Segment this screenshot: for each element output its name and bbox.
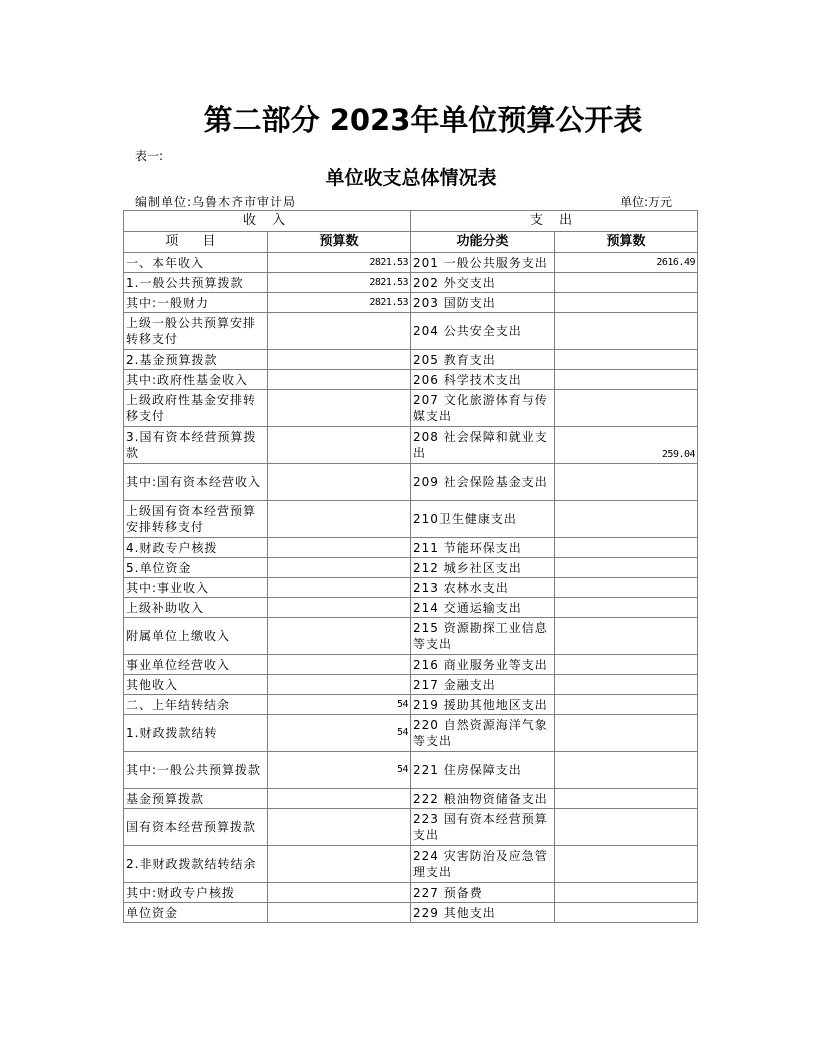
income-value-cell xyxy=(268,675,411,695)
expense-value-cell xyxy=(555,501,698,538)
expense-item-cell: 206 科学技术支出 xyxy=(411,370,555,390)
income-value-cell xyxy=(268,903,411,923)
table-row xyxy=(124,675,698,695)
expense-value-cell: 2616.49 xyxy=(555,253,698,273)
expense-item-cell: 216 商业服务业等支出 xyxy=(411,655,555,675)
expense-value-cell xyxy=(555,350,698,370)
income-item-cell: 一、本年收入 xyxy=(124,253,268,273)
expense-value-cell xyxy=(555,846,698,883)
expense-item-cell: 213 农林水支出 xyxy=(411,578,555,598)
income-item-cell: 1.一般公共预算拨款 xyxy=(124,273,268,293)
income-value-cell xyxy=(268,598,411,618)
expense-item-cell: 210卫生健康支出 xyxy=(411,501,555,538)
expense-value-cell xyxy=(555,464,698,501)
income-item-cell: 其中:政府性基金收入 xyxy=(124,370,268,390)
income-value-cell xyxy=(268,883,411,903)
income-item-cell: 其中:国有资本经营收入 xyxy=(124,464,268,501)
expense-item-cell: 224 灾害防治及应急管理支出 xyxy=(411,846,555,883)
table-row xyxy=(124,903,698,923)
expense-value-cell xyxy=(555,618,698,655)
table-row xyxy=(124,883,698,903)
table-row xyxy=(124,370,698,390)
income-value-cell xyxy=(268,464,411,501)
income-value-cell xyxy=(268,809,411,846)
expense-value-cell xyxy=(555,558,698,578)
income-value-cell xyxy=(268,655,411,675)
unit-label: 单位:万元 xyxy=(620,195,673,209)
income-value-cell xyxy=(268,501,411,538)
income-item-cell: 上级政府性基金安排转移支付 xyxy=(124,390,268,427)
table-row xyxy=(124,293,698,313)
page-title: 第二部分 2023年单位预算公开表 xyxy=(203,103,643,137)
expense-value-cell xyxy=(555,715,698,752)
expense-item-cell: 203 国防支出 xyxy=(411,293,555,313)
expense-item-cell: 222 粮油物资储备支出 xyxy=(411,789,555,809)
expense-value-cell xyxy=(555,675,698,695)
income-value-cell: 54 xyxy=(268,752,411,789)
table-row xyxy=(124,715,698,752)
income-value-cell xyxy=(268,578,411,598)
expense-item-cell: 229 其他支出 xyxy=(411,903,555,923)
income-value-cell xyxy=(268,313,411,350)
table-row xyxy=(124,427,698,464)
income-item-cell: 3.国有资本经营预算拨款 xyxy=(124,427,268,464)
table-row xyxy=(124,752,698,789)
income-item-cell: 事业单位经营收入 xyxy=(124,655,268,675)
income-item-cell: 1.财政拨款结转 xyxy=(124,715,268,752)
expense-item-cell: 201 一般公共服务支出 xyxy=(411,253,555,273)
expense-value-cell xyxy=(555,598,698,618)
expense-item-cell: 221 住房保障支出 xyxy=(411,752,555,789)
table-row xyxy=(124,538,698,558)
expense-value-cell xyxy=(555,313,698,350)
expense-item-cell: 220 自然资源海洋气象等支出 xyxy=(411,715,555,752)
header-row-sections xyxy=(124,211,698,232)
expense-item-cell: 215 资源勘探工业信息等支出 xyxy=(411,618,555,655)
income-value-cell: 2821.53 xyxy=(268,293,411,313)
income-budget-header: 预算数 xyxy=(268,232,411,253)
expense-item-cell: 223 国有资本经营预算支出 xyxy=(411,809,555,846)
income-item-cell: 4.财政专户核拨 xyxy=(124,538,268,558)
income-value-cell: 2821.53 xyxy=(268,253,411,273)
expense-value-cell xyxy=(555,789,698,809)
table-row xyxy=(124,253,698,273)
income-item-cell: 二、上年结转结余 xyxy=(124,695,268,715)
table-title: 单位收支总体情况表 xyxy=(325,167,497,189)
expense-item-cell: 212 城乡社区支出 xyxy=(411,558,555,578)
income-item-cell: 国有资本经营预算拨款 xyxy=(124,809,268,846)
expense-item-cell: 204 公共安全支出 xyxy=(411,313,555,350)
expense-value-cell xyxy=(555,273,698,293)
expense-value-cell xyxy=(555,695,698,715)
expense-item-cell: 207 文化旅游体育与传媒支出 xyxy=(411,390,555,427)
header-row-columns xyxy=(124,232,698,253)
table-row xyxy=(124,313,698,350)
expense-value-cell xyxy=(555,538,698,558)
income-item-cell: 2.基金预算拨款 xyxy=(124,350,268,370)
expense-value-cell xyxy=(555,293,698,313)
income-value-cell: 2821.53 xyxy=(268,273,411,293)
table-row xyxy=(124,695,698,715)
income-value-cell xyxy=(268,846,411,883)
income-item-cell: 基金预算拨款 xyxy=(124,789,268,809)
income-item-cell: 其中:一般公共预算拨款 xyxy=(124,752,268,789)
table-row xyxy=(124,578,698,598)
income-item-cell: 上级补助收入 xyxy=(124,598,268,618)
expense-value-cell xyxy=(555,903,698,923)
table-row xyxy=(124,464,698,501)
income-value-cell xyxy=(268,558,411,578)
expense-item-cell: 209 社会保险基金支出 xyxy=(411,464,555,501)
table-row xyxy=(124,501,698,538)
income-item-cell: 2.非财政拨款结转结余 xyxy=(124,846,268,883)
income-value-cell xyxy=(268,390,411,427)
expense-value-cell xyxy=(555,883,698,903)
income-value-cell: 54 xyxy=(268,715,411,752)
expense-value-cell xyxy=(555,370,698,390)
table-row xyxy=(124,273,698,293)
expense-value-cell xyxy=(555,390,698,427)
expense-value-cell: 259.04 xyxy=(555,427,698,464)
expense-value-cell xyxy=(555,809,698,846)
income-section-header: 收 入 xyxy=(124,211,411,232)
expense-item-cell: 202 外交支出 xyxy=(411,273,555,293)
expense-item-cell: 219 援助其他地区支出 xyxy=(411,695,555,715)
expense-item-cell: 205 教育支出 xyxy=(411,350,555,370)
income-item-cell: 其他收入 xyxy=(124,675,268,695)
table-number-label: 表一: xyxy=(135,149,164,163)
income-value-cell xyxy=(268,618,411,655)
income-item-header: 项 目 xyxy=(124,232,268,253)
income-value-cell xyxy=(268,789,411,809)
table-row xyxy=(124,350,698,370)
table-row xyxy=(124,809,698,846)
income-item-cell: 单位资金 xyxy=(124,903,268,923)
expense-item-cell: 214 交通运输支出 xyxy=(411,598,555,618)
income-value-cell: 54 xyxy=(268,695,411,715)
table-row xyxy=(124,846,698,883)
income-value-cell xyxy=(268,538,411,558)
function-class-header: 功能分类 xyxy=(411,232,555,253)
income-value-cell xyxy=(268,350,411,370)
table-row xyxy=(124,655,698,675)
expense-value-cell xyxy=(555,578,698,598)
budget-table xyxy=(123,210,698,923)
table-row xyxy=(124,558,698,578)
expense-item-cell: 217 金融支出 xyxy=(411,675,555,695)
income-item-cell: 附属单位上缴收入 xyxy=(124,618,268,655)
table-row xyxy=(124,789,698,809)
organization-label: 编制单位:乌鲁木齐市审计局 xyxy=(135,195,297,209)
income-value-cell xyxy=(268,427,411,464)
expense-item-cell: 211 节能环保支出 xyxy=(411,538,555,558)
expense-item-cell: 208 社会保障和就业支出 xyxy=(411,427,555,464)
table-row xyxy=(124,618,698,655)
income-item-cell: 其中:财政专户核拨 xyxy=(124,883,268,903)
expense-value-cell xyxy=(555,655,698,675)
income-item-cell: 其中:事业收入 xyxy=(124,578,268,598)
income-item-cell: 其中:一般财力 xyxy=(124,293,268,313)
expense-item-cell: 227 预备费 xyxy=(411,883,555,903)
table-row xyxy=(124,598,698,618)
income-item-cell: 上级一般公共预算安排转移支付 xyxy=(124,313,268,350)
expense-value-cell xyxy=(555,752,698,789)
income-item-cell: 5.单位资金 xyxy=(124,558,268,578)
income-item-cell: 上级国有资本经营预算安排转移支付 xyxy=(124,501,268,538)
income-value-cell xyxy=(268,370,411,390)
expense-section-header: 支 出 xyxy=(411,211,698,232)
expense-budget-header: 预算数 xyxy=(555,232,698,253)
table-row xyxy=(124,390,698,427)
